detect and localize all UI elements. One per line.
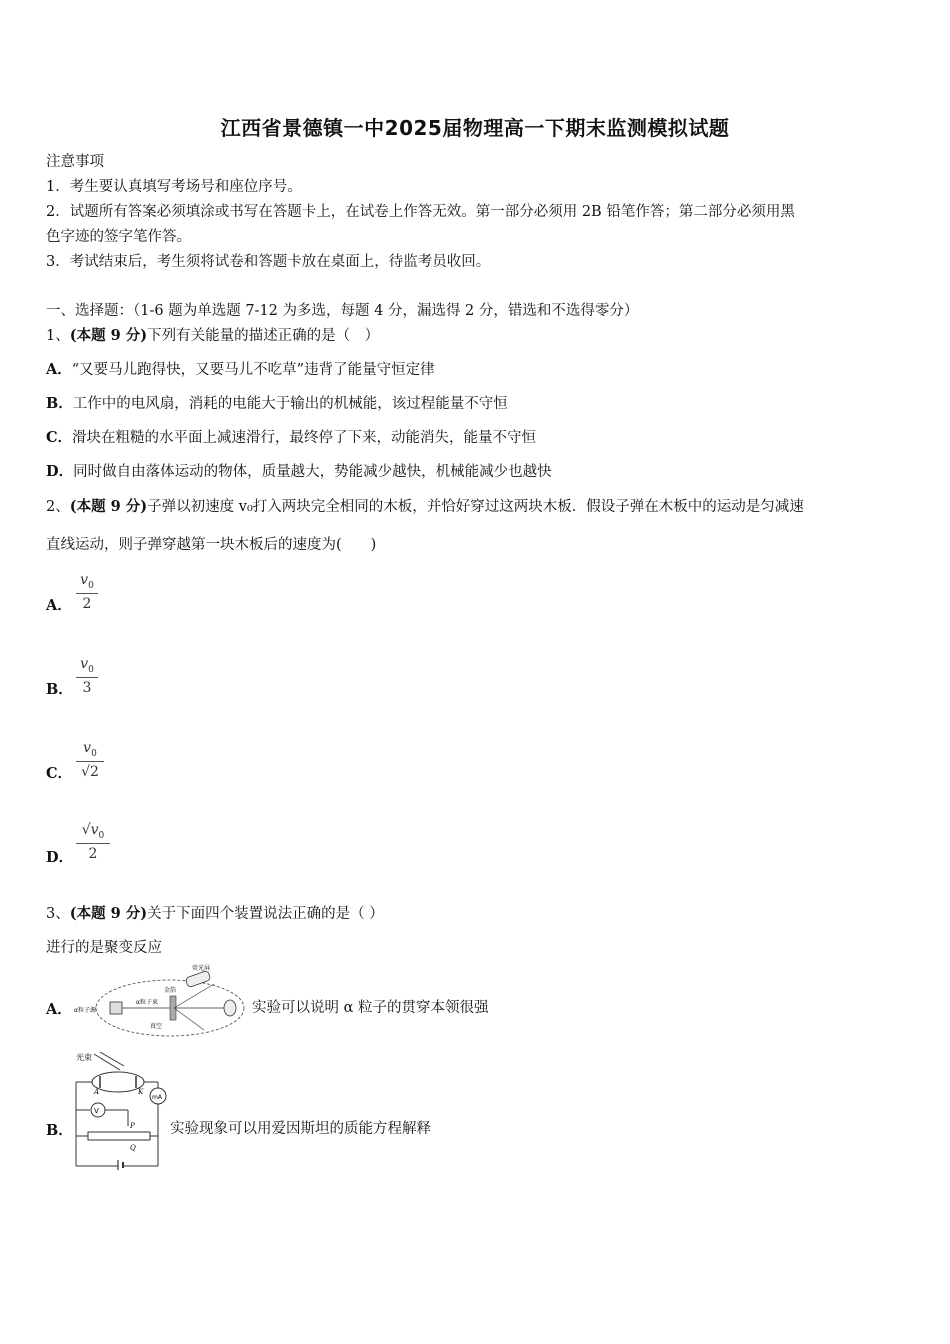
svg-text:金箔: 金箔 [164, 987, 177, 994]
svg-text:α粒子束: α粒子束 [136, 999, 158, 1006]
svg-text:K: K [138, 1088, 144, 1096]
svg-text:mA: mA [152, 1094, 162, 1101]
q1-option-c: C．滑块在粗糙的水平面上减速滑行，最终停了下来，动能消失，能量不守恒 [46, 429, 537, 446]
question-3-extra: 进行的是聚变反应 [46, 940, 162, 956]
q2-option-a-label: A． [46, 597, 72, 614]
svg-text:光束: 光束 [76, 1053, 92, 1062]
question-3-stem: 3、(本题 9 分)关于下面四个装置说法正确的是（ ） [46, 905, 384, 922]
q2-option-d-fraction: $√v_0$ 2 [76, 822, 110, 862]
section-heading: 一、选择题：（1-6 题为单选题 7-12 为多选，每题 4 分，漏选得 2 分，错选和不选得零分） [46, 303, 639, 319]
svg-text:α粒子源: α粒子源 [74, 1007, 96, 1014]
svg-text:V: V [94, 1107, 99, 1115]
q2-option-c-fraction: $v_0$ √2 [76, 740, 104, 780]
question-2-stem: 2、(本题 9 分)子弹以初速度 v₀打入两块完全相同的木板，并恰好穿过这两块木板．假设子弹在木板中的运动是匀减速 [46, 498, 804, 515]
q2-option-a-fraction: $v_0$ 2 [76, 572, 98, 612]
svg-text:荧光屏: 荧光屏 [192, 965, 211, 972]
svg-text:Q: Q [130, 1144, 136, 1152]
question-2-stem-cont: 直线运动，则子弹穿越第一块木板后的速度为( ) [46, 537, 377, 553]
svg-text:P: P [130, 1122, 135, 1130]
q3-option-b-text: 实验现象可以用爱因斯坦的质能方程解释 [170, 1121, 431, 1137]
question-1-stem [46, 326, 379, 346]
notice-item-3: 3．考试结束后，考生须将试卷和答题卡放在桌面上，待监考员收回。 [46, 254, 491, 270]
page-title: 江西省景德镇一中2025届物理高一下期末监测模拟试题 [220, 116, 730, 140]
q3-option-a-label: A． [46, 1001, 72, 1018]
q2-option-b-fraction: $v_0$ 3 [76, 656, 98, 696]
photoelectric-circuit-figure [72, 1048, 170, 1170]
q1-option-d: D．同时做自由落体运动的物体，质量越大，势能减少越快，机械能减少也越快 [46, 463, 552, 480]
svg-text:真空: 真空 [150, 1023, 163, 1030]
q3-option-a-text: 实验可以说明 α 粒子的贯穿本领很强 [252, 1000, 489, 1016]
notice-heading: 注意事项 [46, 154, 104, 170]
question-score: (本题 9 分) [69, 327, 148, 344]
q2-option-d-label: D． [46, 849, 74, 866]
question-text: 下列有关能量的描述正确的是（ ） [147, 328, 380, 344]
q2-option-b-label: B． [46, 681, 73, 698]
notice-item-1: 1．考生要认真填写考场号和座位序号。 [46, 179, 302, 195]
q1-option-a: A．“又要马儿跑得快，又要马儿不吃草”违背了能量守恒定律 [46, 361, 435, 378]
question-number: 1、 [46, 328, 70, 344]
notice-item-2-cont: 色字迹的签字笔作答。 [46, 229, 191, 245]
q3-option-b-label: B． [46, 1122, 73, 1139]
alpha-scattering-figure [74, 964, 252, 1040]
notice-item-2: 2．试题所有答案必须填涂或书写在答题卡上，在试卷上作答无效。第一部分必须用 2B 铅笔作答；第二部分必须用黑 [46, 204, 795, 220]
q1-option-b: B．工作中的电风扇，消耗的电能大于输出的机械能，该过程能量不守恒 [46, 395, 508, 412]
svg-text:A: A [94, 1088, 100, 1096]
q2-option-c-label: C． [46, 765, 73, 782]
